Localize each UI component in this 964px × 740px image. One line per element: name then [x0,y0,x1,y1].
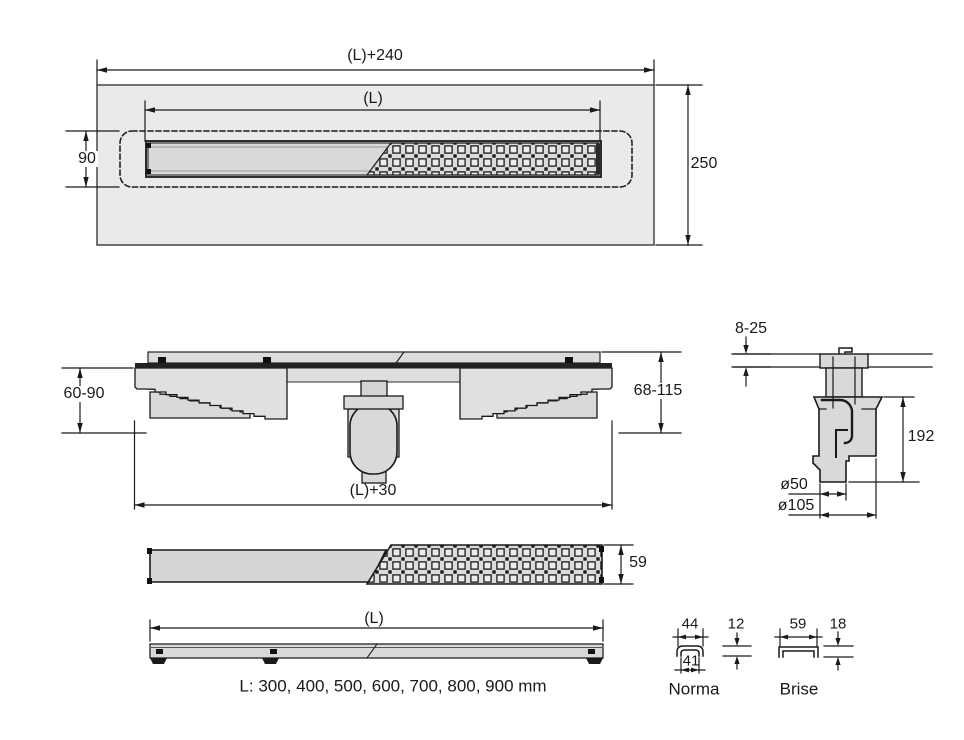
dim-base-length-label: (L)+30 [349,482,397,499]
dim-height-right-label: 68-115 [633,382,683,399]
brise-width-label: 59 [789,615,807,633]
norma-outer-width-label: 44 [681,615,699,633]
dim-recess-width-label: 90 [78,150,96,167]
norma-height-label: 12 [727,615,745,633]
dim-height-left-label: 60-90 [63,385,105,402]
dim-overall-width-label: (L)+240 [347,47,403,64]
norma-inner-width-label: 41 [682,652,700,670]
dim-plate-depth-label: 250 [690,155,718,172]
dim-channel-view-length-label: (L) [364,610,384,627]
grate-top-view [147,545,633,584]
dim-trap-height-label: 192 [907,428,935,445]
brise-profile [775,629,853,670]
dim-tile-range-label: 8-25 [734,320,768,337]
dim-body-diameter-label: ø105 [777,497,815,514]
available-lengths-note: L: 300, 400, 500, 600, 700, 800, 900 mm [239,676,547,696]
dim-channel-length-label: (L) [363,90,383,107]
dim-grate-width-label: 59 [629,554,647,571]
brise-profile-name: Brise [779,679,819,699]
dim-outlet-diameter-label: ø50 [780,476,808,493]
brise-height-label: 18 [829,615,847,633]
norma-profile-name: Norma [668,679,720,699]
section-view [732,337,932,518]
top-view [66,60,702,245]
